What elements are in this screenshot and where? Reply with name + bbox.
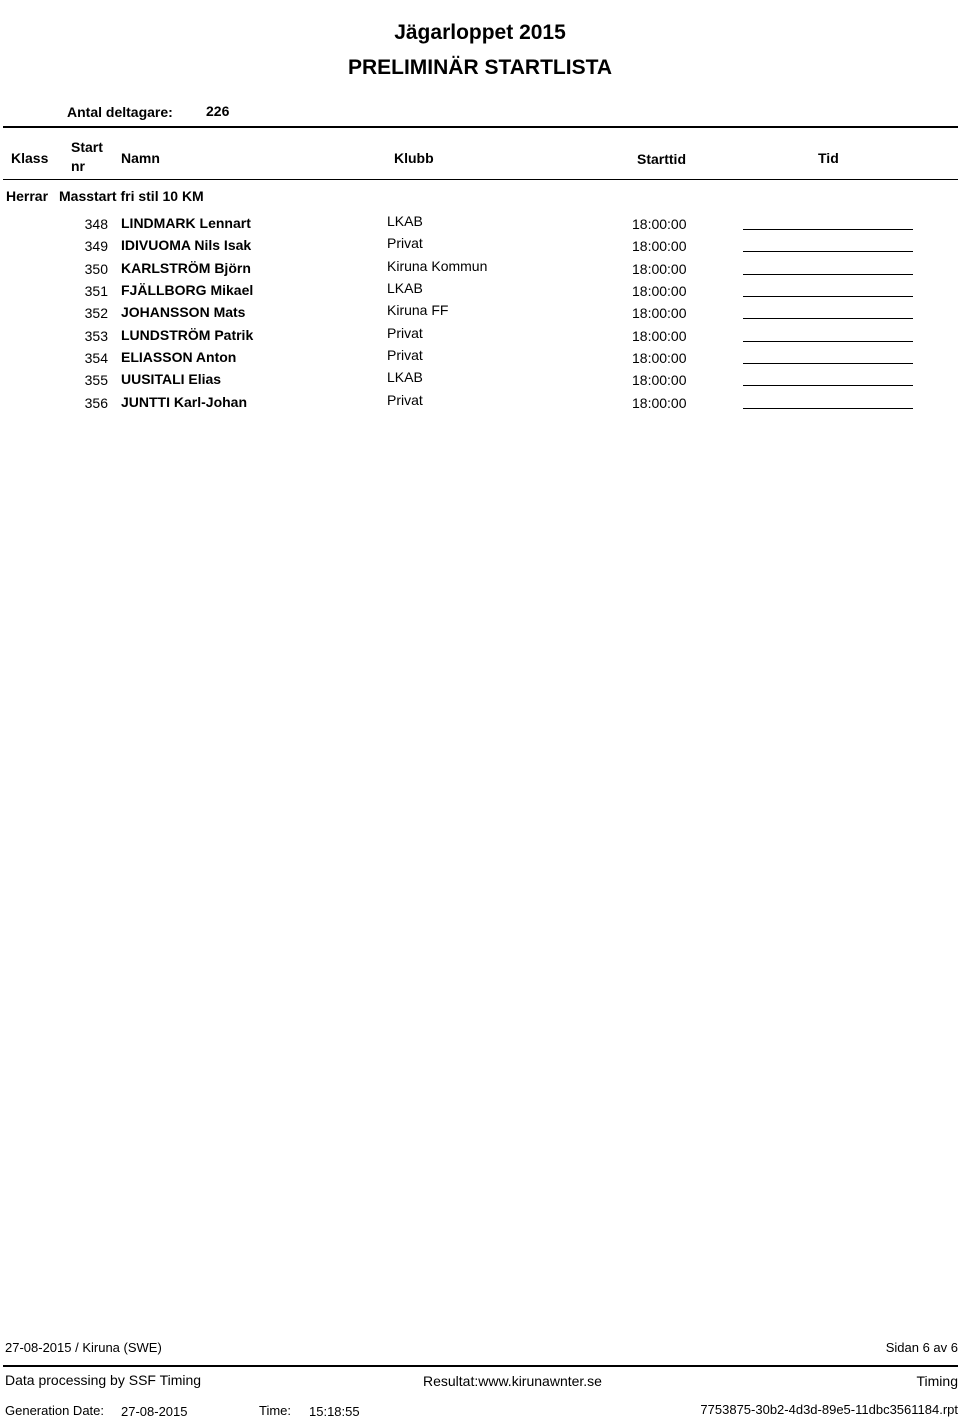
athlete-name: LINDMARK Lennart: [121, 215, 251, 231]
footer-page-number: Sidan 6 av 6: [885, 1340, 958, 1355]
athlete-name: FJÄLLBORG Mikael: [121, 282, 254, 298]
col-klass: Klass: [11, 150, 49, 166]
athlete-name: IDIVUOMA Nils Isak: [121, 237, 252, 253]
list-item: [0, 213, 960, 235]
start-time: 18:00:00: [632, 305, 687, 321]
list-item: [0, 258, 960, 280]
footer-timing: Timing: [916, 1373, 958, 1389]
footer-gen-date-value: 27-08-2015: [121, 1404, 188, 1419]
start-number: 349: [84, 238, 108, 254]
list-item: [0, 302, 960, 324]
start-time: 18:00:00: [632, 328, 687, 344]
club-name: LKAB: [387, 369, 423, 385]
result-time-line: [743, 296, 913, 297]
start-time: 18:00:00: [632, 395, 687, 411]
list-item: [0, 369, 960, 391]
athlete-name: LUNDSTRÖM Patrik: [121, 327, 254, 343]
list-item: [0, 347, 960, 369]
result-time-line: [743, 341, 913, 342]
result-time-line: [743, 274, 913, 275]
start-time: 18:00:00: [632, 238, 687, 254]
footer-gen-date-label: Generation Date:: [5, 1403, 105, 1418]
footer-processing: Data processing by SSF Timing: [5, 1372, 202, 1388]
start-number: 351: [84, 283, 108, 299]
list-item: [0, 392, 960, 414]
columns-divider: [3, 179, 958, 180]
start-time: 18:00:00: [632, 216, 687, 232]
club-name: LKAB: [387, 213, 423, 229]
start-time: 18:00:00: [632, 372, 687, 388]
result-time-line: [743, 251, 913, 252]
section-name: Masstart fri stil 10 KM: [59, 188, 204, 204]
result-time-line: [743, 318, 913, 319]
footer-time-value: 15:18:55: [309, 1404, 360, 1419]
club-name: Kiruna Kommun: [387, 258, 488, 274]
start-time: 18:00:00: [632, 283, 687, 299]
col-start-bottom: nr: [71, 158, 85, 174]
footer-report-file: 7753875-30b2-4d3d-89e5-11dbc3561184.rpt: [700, 1402, 958, 1417]
event-title: Jägarloppet 2015: [394, 21, 566, 44]
athlete-name: JUNTTI Karl-Johan: [121, 394, 248, 410]
list-item: [0, 235, 960, 257]
list-item: [0, 280, 960, 302]
start-number: 356: [84, 395, 108, 411]
start-number: 352: [84, 305, 108, 321]
club-name: LKAB: [387, 280, 423, 296]
footer-results-site: Resultat:www.kirunawnter.se: [423, 1373, 602, 1389]
athlete-name: UUSITALI Elias: [121, 371, 222, 387]
result-time-line: [743, 408, 913, 409]
start-number: 354: [84, 350, 108, 366]
list-item: [0, 325, 960, 347]
footer-divider: [3, 1365, 958, 1367]
result-time-line: [743, 229, 913, 230]
participants-label: Antal deltagare:: [67, 104, 173, 120]
athlete-name: JOHANSSON Mats: [121, 304, 246, 320]
start-time: 18:00:00: [632, 350, 687, 366]
footer-date-place: 27-08-2015 / Kiruna (SWE): [5, 1340, 162, 1355]
club-name: Kiruna FF: [387, 302, 449, 318]
col-namn: Namn: [121, 150, 160, 166]
club-name: Privat: [387, 325, 423, 341]
result-time-line: [743, 385, 913, 386]
club-name: Privat: [387, 235, 423, 251]
list-title: PRELIMINÄR STARTLISTA: [347, 56, 613, 79]
club-name: Privat: [387, 392, 423, 408]
section-klass: Herrar: [6, 188, 49, 204]
start-number: 353: [84, 328, 108, 344]
start-time: 18:00:00: [632, 261, 687, 277]
col-tid: Tid: [818, 150, 839, 166]
athlete-name: ELIASSON Anton: [121, 349, 237, 365]
start-number: 350: [84, 261, 108, 277]
footer-time-label: Time:: [259, 1403, 292, 1418]
result-time-line: [743, 363, 913, 364]
athlete-name: KARLSTRÖM Björn: [121, 260, 251, 276]
col-starttid: Starttid: [637, 151, 686, 167]
start-number: 355: [84, 372, 108, 388]
col-start-top: Start: [71, 139, 103, 155]
club-name: Privat: [387, 347, 423, 363]
start-number: 348: [84, 216, 108, 232]
col-klubb: Klubb: [394, 150, 434, 166]
participants-value: 226: [206, 103, 230, 119]
header-divider: [3, 126, 958, 128]
